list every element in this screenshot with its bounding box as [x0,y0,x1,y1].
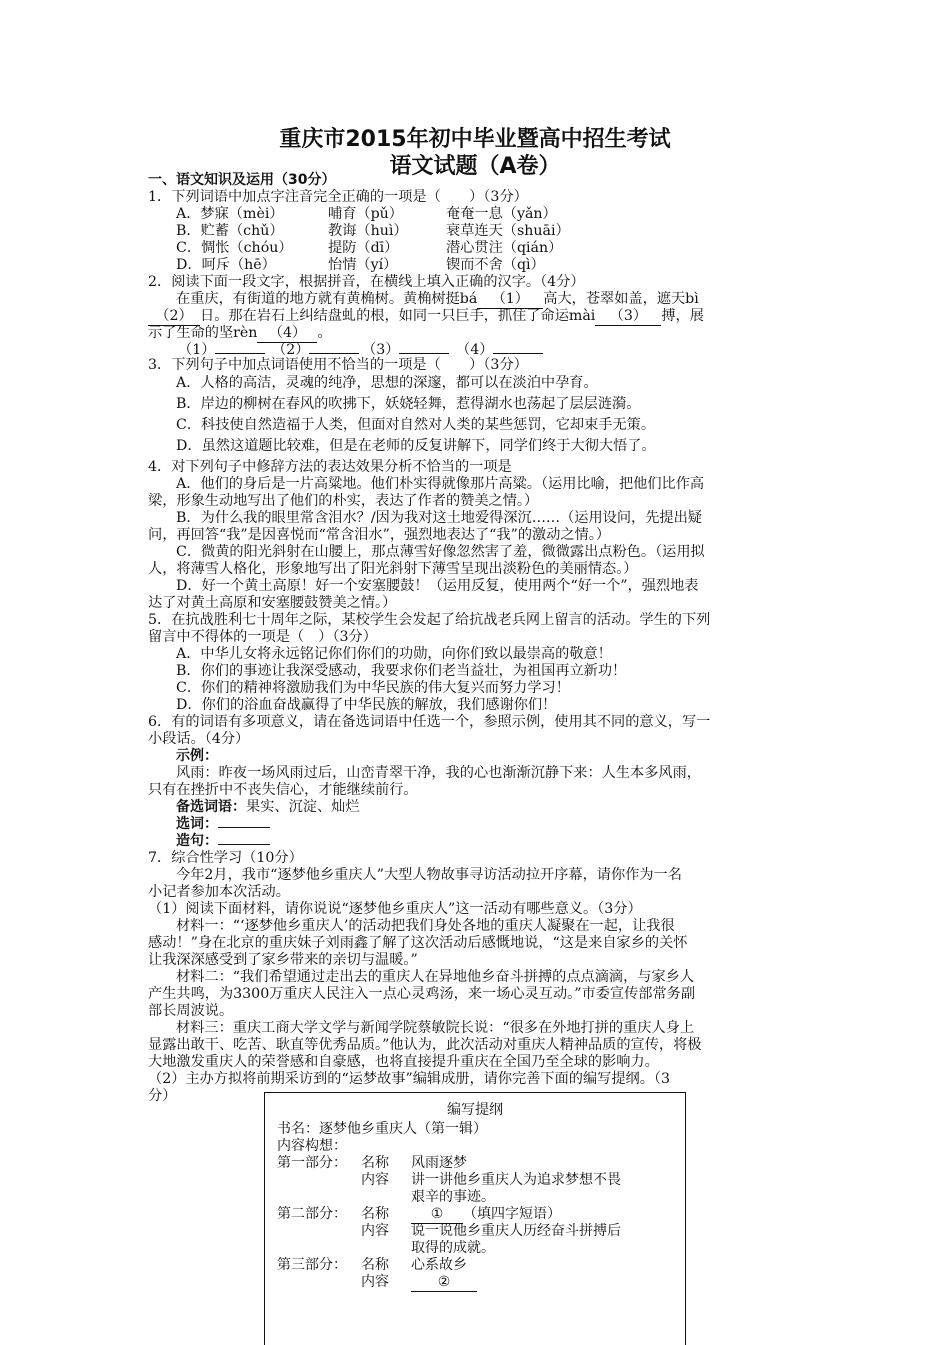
exam-subtitle: 语文试题（A卷） [389,154,561,179]
q1-option-b-word3: 衰草连天（shuāi） [446,223,570,239]
q1-option-d-word3: 锲而不舍（qì） [446,257,545,273]
q3-option-b: B．岸边的柳树在春风的吹拂下，妖娆轻舞，惹得湖水也荡起了层层涟漪。 [176,396,641,412]
q5-option-c: C．你们的精神将激励我们为中华民族的伟大复兴而努力学习！ [176,680,570,696]
q1-option-d: D．呵斥（hē） [176,257,276,273]
q7-sub2-cont: 分） [148,1088,177,1104]
outline-box [264,1092,686,1345]
q2-passage-line2: （2） 日。那在岩石上纠结盘虬的根，如同一只巨手，抓住了命运mài （3） 搏，展 [148,308,813,326]
q5-stem-cont: 留言中不得体的一项是（ ）（3分） [148,629,377,645]
outline-part1-content-cont: 艰辛的事迹。 [411,1189,495,1205]
q5-option-a: A．中华儿女将永远铭记你们你们的功勋，向你们致以最崇高的敬意！ [176,646,612,662]
q7-sub1: （1）阅读下面材料，请你说说“逐梦他乡重庆人”这一活动有哪些意义。（3分） [148,901,642,917]
q6-example-line2: 只有在挫折中不丧失信心，才能继续前行。 [148,782,418,798]
q1-option-a: A．梦寐（mèi） [176,206,284,222]
outline-blank-1: ① [411,1206,463,1224]
q1-option-b-word2: 教诲（huì） [328,223,408,239]
section-heading: 一、语文知识及运用（30分） [148,172,336,188]
outline-part3-content[interactable] [411,1274,477,1292]
q7-stem: 7．综合性学习（10分） [148,850,303,866]
outline-content-label: 内容 [361,1172,389,1188]
q7-intro-line2: 小记者参加本次活动。 [148,884,290,900]
q1-option-a-word3: 奄奄一息（yǎn） [446,206,557,222]
q4-line: 梁，形象生动地写出了他们的朴实，表达了作者的赞美之情。） [148,493,539,509]
q4-line: B．为什么我的眼里常含泪水？/因为我对这土地爱得深沉……（运用设问，先提出疑 [176,510,702,526]
q6-choose-word[interactable]: 选词： [176,816,841,833]
q7-material3-line3: 大地激发重庆人的荣誉感和自豪感，也将直接提升重庆在全国乃至全球的影响力。 [148,1054,659,1070]
outline-content-label: 内容 [361,1223,389,1239]
outline-content-label: 内容 [361,1274,389,1290]
q1-option-c-word2: 提防（dī） [328,240,399,256]
q5-option-b: B．你们的事迹让我深受感动，我要求你们老当益壮，为祖国再立新功！ [176,663,627,679]
q1-option-d-word2: 怡情（yí） [328,257,398,273]
outline-name-label: 名称 [361,1155,389,1171]
q6-example-label: 示例： [176,748,218,764]
q7-material2-line3: 部长周波说。 [148,1003,234,1019]
q4-line: 问，再回答“我”是因喜悦而“常含泪水”，强烈地表达了“我”的激动之情。） [148,527,611,543]
q4-line: A．他们的身后是一片高粱地。他们朴实得就像那片高粱。（运用比喻，把他们比作高 [176,476,705,492]
q2-passage-line3: 示了生命的坚rèn （4） 。 [148,325,332,341]
q5-stem: 5．在抗战胜利七十周年之际，某校学生会发起了给抗战老兵网上留言的活动。学生的下列 [148,612,711,628]
q2-answer-1[interactable]: （1） [178,342,265,359]
q3-stem: 3．下列句子中加点词语使用不恰当的一项是（ ）（3分） [148,357,528,373]
q7-material2-line1: 材料二：“我们希望通过走出去的重庆人在异地他乡奋斗拼搏的点点滴滴，与家乡人 [176,969,695,985]
q2-blank-1[interactable]: （1） [477,291,543,309]
q6-make-sentence[interactable]: 造句： [176,833,841,850]
q1-option-a-word2: 哺育（pǔ） [328,206,403,222]
outline-blank-2: ② [411,1274,477,1292]
outline-concept: 内容构想： [277,1138,347,1154]
outline-part3-label: 第三部分： [277,1257,347,1273]
outline-part1-name: 风雨逐梦 [411,1155,467,1171]
outline-name-label: 名称 [361,1257,389,1273]
q7-material3-line2: 显露出敢干、吃苦、耿直等优秀品质。”他认为，此次活动对重庆人精神品质的宣传，将极 [148,1037,702,1053]
q2-passage-line1: 在重庆，有街道的地方就有黄桷树。黄桷树挺bá （1） 高大，苍翠如盖，遮天bì [176,291,699,307]
outline-name-label: 名称 [361,1206,389,1222]
outline-book-name: 书名：逐梦他乡重庆人（第一辑） [277,1121,487,1137]
q7-material1-line3: 让我深深感受到了家乡带来的亲切与温暖。” [148,952,418,968]
q1-option-c-word3: 潜心贯注（qián） [446,240,563,256]
outline-title: 编写提纲 [447,1102,503,1118]
q2-answer-4[interactable]: （4） [456,342,543,359]
q2-blank-3[interactable]: （3） [595,308,661,326]
q1-stem: 1．下列词语中加点字注音完全正确的一项是（ ）（3分） [148,189,528,205]
exam-title: 重庆市2015年初中毕业暨高中招生考试 [279,127,671,152]
q5-option-d: D．你们的浴血奋战赢得了中华民族的解放，我们感谢你们！ [176,697,557,713]
q4-line: D．好一个黄土高原！好一个安塞腰鼓！（运用反复，使用两个“好一个”，强烈地表 [176,578,699,594]
q2-blank-4[interactable]: （4） [257,325,317,343]
outline-part2-content: 说一说他乡重庆人历经奋斗拼搏后 [411,1223,621,1239]
outline-part1-label: 第一部分： [277,1155,347,1171]
q2-blank-2[interactable]: （2） [148,308,200,326]
q7-intro-line1: 今年2月，我市“逐梦他乡重庆人”大型人物故事寻访活动拉开序幕，请你作为一名 [176,867,682,883]
q2-answer-2[interactable]: （2） [272,342,359,359]
q4-line: 人，将薄雪人格化，形象地写出了阳光斜射下薄雪呈现出淡粉色的美丽情态。） [148,561,638,577]
q7-material1-line1: 材料一：“‘逐梦他乡重庆人’的活动把我们身处各地的重庆人凝聚在一起，让我很 [176,918,675,934]
q6-stem-cont: 小段话。（4分） [148,731,250,747]
q3-option-c: C．科技使自然造福于人类，但面对自然对人类的某些惩罚，它却束手无策。 [176,417,656,433]
q6-candidates: 备选词语：果实、沉淀、灿烂 [176,799,360,815]
q7-material1-line2: 感动！”身在北京的重庆妹子刘雨鑫了解了这次活动后感慨地说，“这是来自家乡的关怀 [148,935,688,951]
outline-part2-content-cont: 取得的成就。 [411,1240,495,1256]
outline-part1-content: 讲一讲他乡重庆人为追求梦想不畏 [411,1172,621,1188]
q4-line: C．微黄的阳光斜射在山腰上，那点薄雪好像忽然害了羞，微微露出点粉色。（运用拟 [176,544,705,560]
q2-stem: 2．阅读下面一段文字，根据拼音，在横线上填入正确的汉字。（4分） [148,274,585,290]
q1-option-b: B．贮蓄（chǔ） [176,223,284,239]
q7-sub2: （2）主办方拟将前期采访到的“运梦故事”编辑成册，请你完善下面的编写提纲。（3 [148,1071,671,1087]
q2-answer-3[interactable]: （3） [362,342,449,359]
outline-part2-name[interactable]: ① （填四字短语） [411,1206,561,1224]
outline-part3-name: 心系故乡 [411,1257,467,1273]
q3-option-d: D．虽然这道题比较难，但是在老师的反复讲解下，同学们终于大彻大悟了。 [176,438,656,454]
q4-line: 达了对黄土高原和安塞腰鼓赞美之情。） [148,595,397,611]
q3-option-a: A．人格的高洁，灵魂的纯净，思想的深邃，都可以在淡泊中孕育。 [176,375,598,391]
q7-material3-line1: 材料三：重庆工商大学文学与新闻学院蔡敏院长说：“很多在外地打拼的重庆人身上 [176,1020,695,1036]
q6-example-line1: 风雨：昨夜一场风雨过后，山峦青翠干净，我的心也渐渐沉静下来：人生本多风雨， [176,765,701,781]
q6-stem: 6．有的词语有多项意义，请在备选词语中任选一个，参照示例，使用其不同的意义，写一 [148,714,711,730]
outline-part2-label: 第二部分： [277,1206,347,1222]
q4-stem: 4．对下列句子中修辞方法的表达效果分析不恰当的一项是 [148,459,512,475]
q1-option-c: C．惆怅（chóu） [176,240,293,256]
q7-material2-line2: 产生共鸣，为3300万重庆人民注入一点心灵鸡汤，来一场心灵互动。”市委宣传部常务副 [148,986,696,1002]
